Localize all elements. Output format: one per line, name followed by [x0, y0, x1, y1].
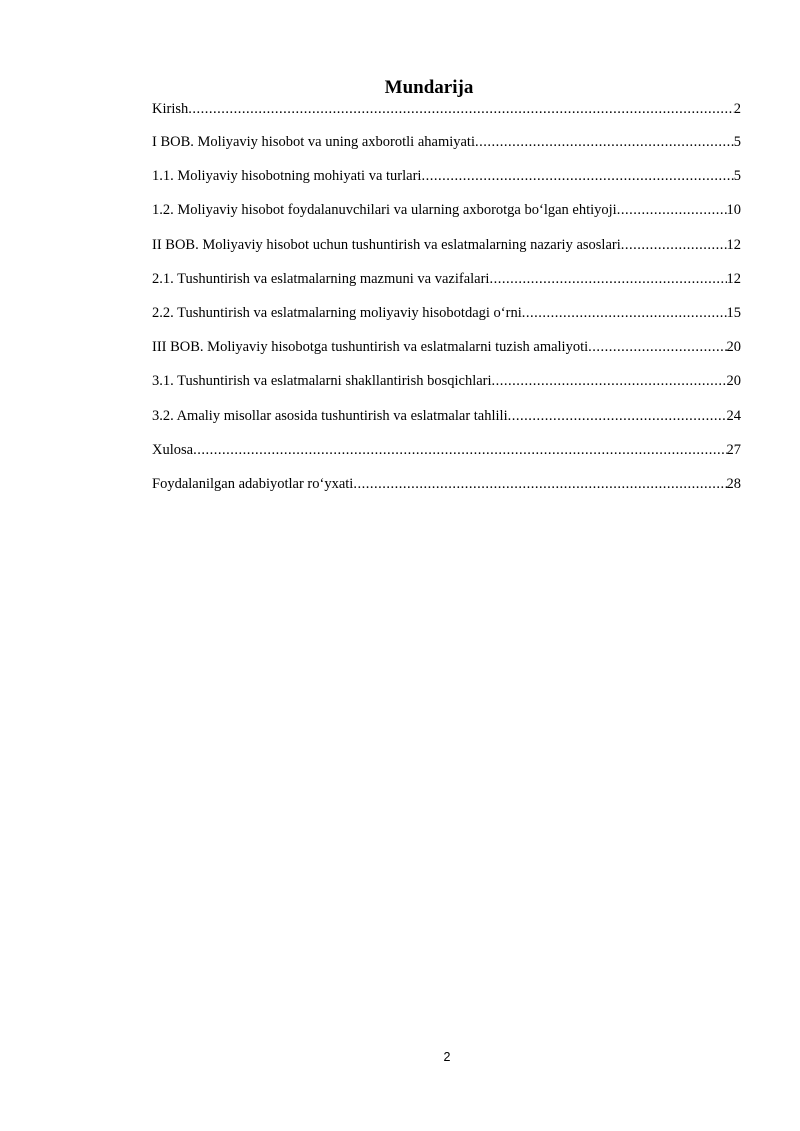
toc-entry-label: 1.1. Moliyaviy hisobotning mohiyati va turlari [152, 168, 422, 185]
toc-entry-label: 2.1. Tushuntirish va eslatmalarning mazmuni va vazifalari [152, 270, 490, 287]
toc-entry [152, 201, 741, 235]
toc-entry [152, 407, 741, 441]
page-title: Mundarija [384, 77, 474, 98]
toc-entry [152, 338, 741, 372]
toc-entry [152, 372, 741, 406]
toc-leader-dots [188, 100, 734, 118]
toc-entry-page: 5 [733, 168, 741, 185]
toc-entry-label: Foydalanilgan adabiyotlar ro‘yxati [152, 475, 354, 492]
table-of-contents [152, 100, 741, 509]
toc-entry-page: 5 [733, 134, 741, 150]
toc-entry-label: I BOB. Moliyaviy hisobot va uning axborotli ahamiyati [152, 134, 475, 150]
toc-entry [152, 270, 741, 304]
toc-entry-label: Xulosa [152, 441, 194, 458]
toc-entry [152, 441, 741, 475]
toc-entry [152, 133, 741, 167]
toc-leader-dots [508, 407, 727, 425]
toc-entry-page: 2 [733, 101, 741, 117]
toc-leader-dots [475, 133, 734, 151]
toc-entry-page: 12 [726, 270, 741, 287]
toc-entry [152, 236, 741, 270]
toc-leader-dots [617, 201, 727, 219]
toc-entry-page: 12 [726, 236, 741, 253]
toc-leader-dots [421, 167, 733, 185]
toc-entry [152, 100, 741, 133]
toc-leader-dots [621, 236, 727, 254]
toc-entry [152, 304, 741, 338]
toc-leader-dots [489, 270, 726, 288]
toc-entry-label: 2.2. Tushuntirish va eslatmalarning moliyaviy hisobotdagi o‘rni [152, 304, 522, 321]
toc-entry-label: II BOB. Moliyaviy hisobot uchun tushuntirish va eslatmalarning nazariy asoslari [152, 236, 621, 253]
toc-entry-label: 3.1. Tushuntirish va eslatmalarni shakllantirish bosqichlari [152, 373, 492, 390]
toc-entry-page: 28 [726, 475, 741, 492]
page-number: 2 [443, 1050, 451, 1064]
toc-entry [152, 167, 741, 201]
toc-entry-label: 3.2. Amaliy misollar asosida tushuntirish va eslatmalar tahlili [152, 407, 508, 424]
toc-entry-label: III BOB. Moliyaviy hisobotga tushuntirish va eslatmalarni tuzish amaliyoti [152, 339, 589, 356]
toc-leader-dots [588, 338, 726, 356]
toc-leader-dots [492, 372, 727, 390]
toc-entry-label: 1.2. Moliyaviy hisobot foydalanuvchilari va ularning axborotga bo‘lgan ehtiyoji [152, 202, 617, 219]
toc-leader-dots [353, 475, 726, 493]
toc-entry-label: Kirish [152, 101, 189, 117]
toc-entry-page: 27 [726, 441, 741, 458]
toc-entry-page: 20 [726, 339, 741, 356]
toc-leader-dots [193, 441, 726, 459]
toc-leader-dots [522, 304, 727, 322]
toc-entry-page: 20 [726, 373, 741, 390]
toc-entry-page: 15 [726, 304, 741, 321]
toc-entry [152, 475, 741, 509]
toc-entry-page: 10 [726, 202, 741, 219]
toc-entry-page: 24 [726, 407, 741, 424]
